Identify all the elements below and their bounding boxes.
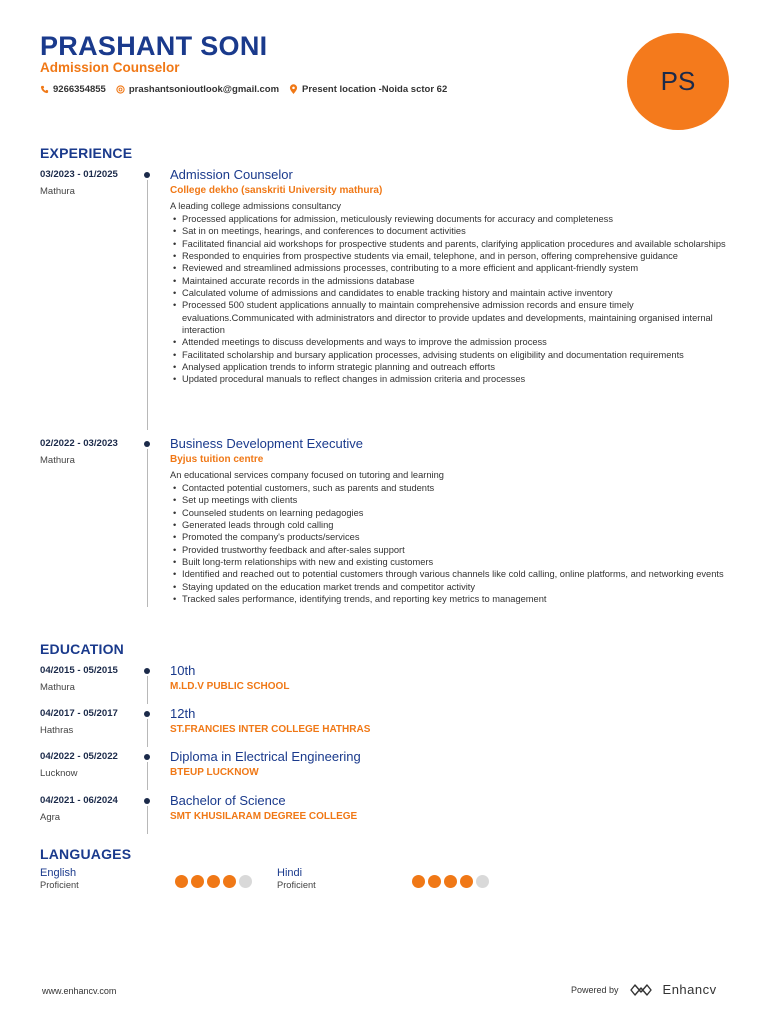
timeline-line (147, 449, 148, 607)
rating-dot-filled (175, 875, 188, 888)
rating-dot-filled (428, 875, 441, 888)
degree-name: 12th (170, 706, 196, 721)
enhancv-logo-icon (629, 983, 653, 997)
list-item: • Promoted the company's products/services (170, 531, 732, 543)
language-level: Proficient (40, 880, 79, 890)
language-rating (175, 875, 252, 888)
powered-by[interactable] (571, 982, 717, 997)
list-item: • Identified and reached out to potential customers through various channels like cold calling, online platforms, and networking events (170, 568, 732, 580)
entry-dates: 04/2017 - 05/2017 (40, 708, 118, 719)
school-name: BTEUP LUCKNOW (170, 767, 259, 778)
timeline-dot (144, 441, 150, 447)
entry-location: Hathras (40, 725, 74, 736)
timeline-dot (144, 754, 150, 760)
school-name: SMT KHUSILARAM DEGREE COLLEGE (170, 811, 358, 822)
list-item: • Attended meetings to discuss developments and ways to improve the admission process (170, 336, 732, 348)
candidate-name: PRASHANT SONI (40, 31, 268, 61)
rating-dot-empty (239, 875, 252, 888)
degree-name: Bachelor of Science (170, 793, 286, 808)
company-name: College dekho (sanskriti University mathura) (170, 185, 383, 196)
company-description: A leading college admissions consultancy (170, 201, 342, 211)
list-item: • Processed applications for admission, meticulously reviewing documents for accuracy and completeness (170, 213, 732, 225)
rating-dot-filled (412, 875, 425, 888)
list-item: • Processed 500 student applications annually to maintain comprehensive admission records and ensure timely evaluations.Communicated with administrators and director to provide updates and developments, maintaining organised internal interaction (170, 299, 732, 336)
powered-by-label: Powered by (571, 984, 619, 995)
brand-name: Enhancv (662, 982, 717, 997)
rating-dot-filled (207, 875, 220, 888)
language-level: Proficient (277, 880, 316, 890)
experience-heading: EXPERIENCE (40, 145, 133, 161)
job-role: Admission Counselor (170, 167, 293, 182)
timeline-dot (144, 668, 150, 674)
timeline-dot (144, 711, 150, 717)
entry-dates: 03/2023 - 01/2025 (40, 169, 118, 180)
entry-location: Agra (40, 812, 61, 823)
list-item: • Set up meetings with clients (170, 494, 732, 506)
contact-bar (40, 84, 447, 95)
rating-dot-filled (444, 875, 457, 888)
email-address: prashantsonioutlook@gmail.com (128, 84, 280, 95)
company-description: An educational services company focused on tutoring and learning (170, 470, 444, 480)
rating-dot-filled (460, 875, 473, 888)
rating-dot-filled (223, 875, 236, 888)
list-item: • Contacted potential customers, such as parents and students (170, 482, 732, 494)
list-item: • Responded to enquiries from prospective students via email, telephone, and in person, offering comprehensive guidance (170, 250, 732, 262)
entry-dates: 02/2022 - 03/2023 (40, 438, 118, 449)
timeline-dot (144, 798, 150, 804)
list-item: • Built long-term relationships with new and existing customers (170, 556, 732, 568)
timeline-line (147, 806, 148, 834)
list-item: • Facilitated scholarship and bursary application processes, advising students on eligibility and documentation requirements (170, 349, 732, 361)
entry-dates: 04/2021 - 06/2024 (40, 795, 118, 806)
entry-location: Lucknow (40, 768, 78, 779)
language-rating (412, 875, 489, 888)
list-item: • Maintained accurate records in the admissions database (170, 275, 732, 287)
company-name: Byjus tuition centre (170, 454, 264, 465)
contact-email[interactable] (116, 84, 279, 95)
school-name: M.LD.V PUBLIC SCHOOL (170, 681, 290, 692)
timeline-line (147, 762, 148, 790)
entry-location: Mathura (40, 682, 75, 693)
bullet-list (170, 213, 732, 386)
entry-location: Mathura (40, 186, 75, 197)
list-item: • Facilitated financial aid workshops for prospective students and parents, clarifying application procedures and available scholarships (170, 238, 732, 250)
school-name: ST.FRANCIES INTER COLLEGE HATHRAS (170, 724, 371, 735)
list-item: • Generated leads through cold calling (170, 519, 732, 531)
timeline-line (147, 676, 148, 704)
language-item (277, 867, 316, 890)
avatar: PS (627, 33, 729, 130)
bullet-list (170, 482, 732, 605)
entry-dates: 04/2022 - 05/2022 (40, 751, 118, 762)
list-item: • Updated procedural manuals to reflect changes in admission criteria and processes (170, 373, 732, 385)
website-link[interactable]: www.enhancv.com (42, 986, 117, 996)
phone-number: 9266354855 (53, 84, 106, 95)
contact-phone[interactable] (40, 84, 106, 95)
list-item: • Sat in on meetings, hearings, and conferences to document activities (170, 225, 732, 237)
location-pin-icon (289, 84, 298, 95)
language-name: Hindi (277, 867, 303, 879)
candidate-title: Admission Counselor (40, 60, 180, 75)
list-item: • Provided trustworthy feedback and after-sales support (170, 544, 732, 556)
timeline-dot (144, 172, 150, 178)
entry-dates: 04/2015 - 05/2015 (40, 665, 118, 676)
entry-location: Mathura (40, 455, 75, 466)
rating-dot-empty (476, 875, 489, 888)
degree-name: Diploma in Electrical Engineering (170, 749, 361, 764)
list-item: • Calculated volume of admissions and candidates to enable tracking history and maintain active inventory (170, 287, 732, 299)
list-item: • Tracked sales performance, identifying trends, and reporting key metrics to management (170, 593, 732, 605)
at-sign-icon (116, 84, 125, 95)
list-item: • Reviewed and streamlined admissions processes, contributing to a more efficient and applicant-friendly system (170, 262, 732, 274)
language-item (40, 867, 79, 890)
rating-dot-filled (191, 875, 204, 888)
list-item: • Counseled students on learning pedagogies (170, 507, 732, 519)
contact-location (289, 84, 447, 95)
language-name: English (40, 867, 77, 879)
education-heading: EDUCATION (40, 641, 124, 657)
list-item: • Staying updated on the education market trends and competitor activity (170, 581, 732, 593)
job-role: Business Development Executive (170, 436, 363, 451)
list-item: • Analysed application trends to inform strategic planning and outreach efforts (170, 361, 732, 373)
location-text: Present location -Noida sctor 62 (302, 84, 448, 95)
degree-name: 10th (170, 663, 196, 678)
languages-heading: LANGUAGES (40, 846, 132, 862)
timeline-line (147, 180, 148, 430)
phone-icon (40, 84, 49, 95)
timeline-line (147, 719, 148, 747)
